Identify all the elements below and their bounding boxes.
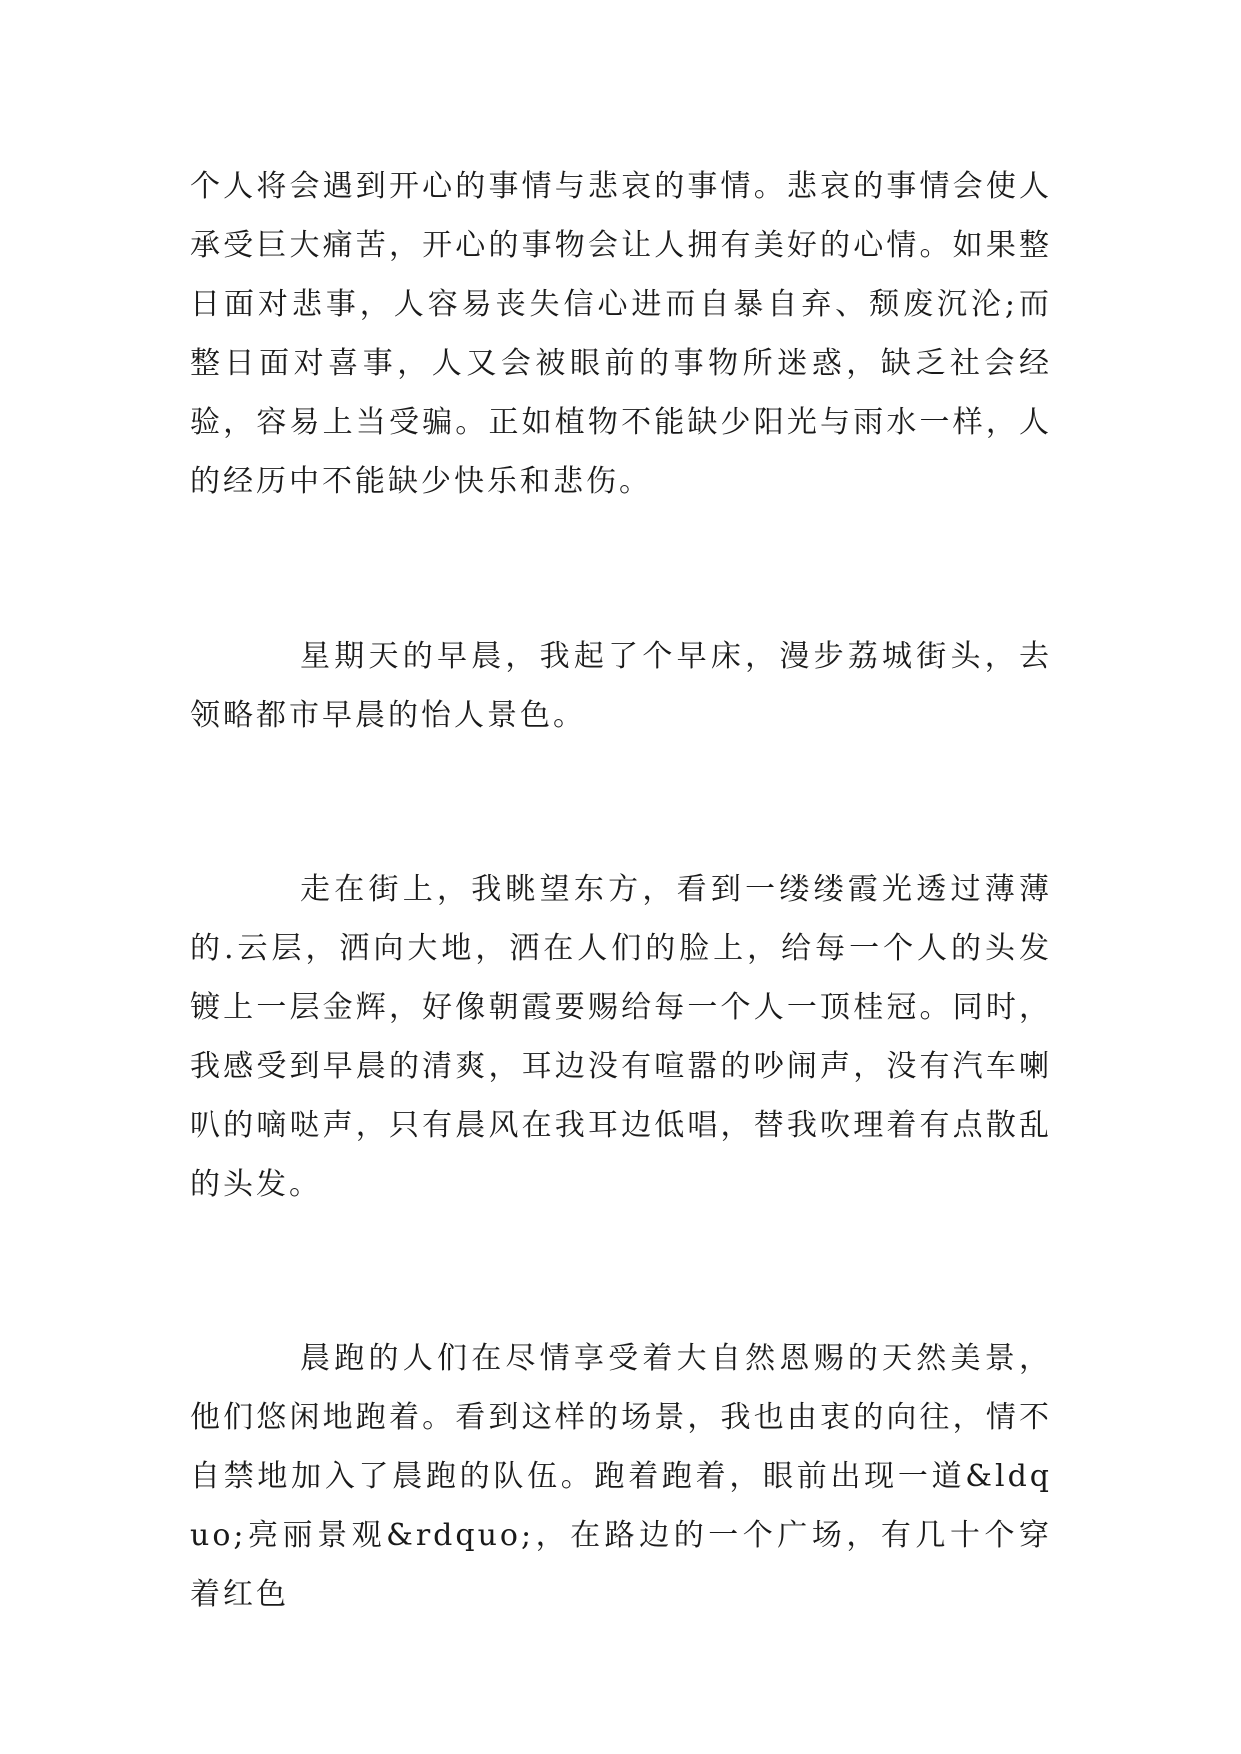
paragraph-3: 走在街上，我眺望东方，看到一缕缕霞光透过薄薄的.云层，洒向大地，洒在人们的脸上，给每一个人的头发镀上一层金辉，好像朝霞要赐给每一个人一顶桂冠。同时，我感受到早晨的清爽，耳边没有喧嚣的吵闹声，没有汽车喇叭的嘀哒声，只有晨风在我耳边低唱，替我吹理着有点散乱的头发。 xyxy=(190,872,1052,1202)
paragraph-2: 星期天的早晨，我起了个早床，漫步荔城街头，去领略都市早晨的怡人景色。 xyxy=(190,639,1052,733)
paragraph-4: 晨跑的人们在尽情享受着大自然恩赐的天然美景，他们悠闲地跑着。看到这样的场景，我也由衷的向往，情不自禁地加入了晨跑的队伍。跑着跑着，眼前出现一道&ldquo;亮丽景观&rdquo;，在路边的一个广场，有几十个穿着红色 xyxy=(190,1341,1052,1612)
paragraph-1: 个人将会遇到开心的事情与悲哀的事情。悲哀的事情会使人承受巨大痛苦，开心的事物会让人拥有美好的心情。如果整日面对悲事，人容易丧失信心进而自暴自弃、颓废沉沦;而整日面对喜事，人又会被眼前的事物所迷惑，缺乏社会经验，容易上当受骗。正如植物不能缺少阳光与雨水一样，人的经历中不能缺少快乐和悲伤。 xyxy=(190,169,1052,499)
